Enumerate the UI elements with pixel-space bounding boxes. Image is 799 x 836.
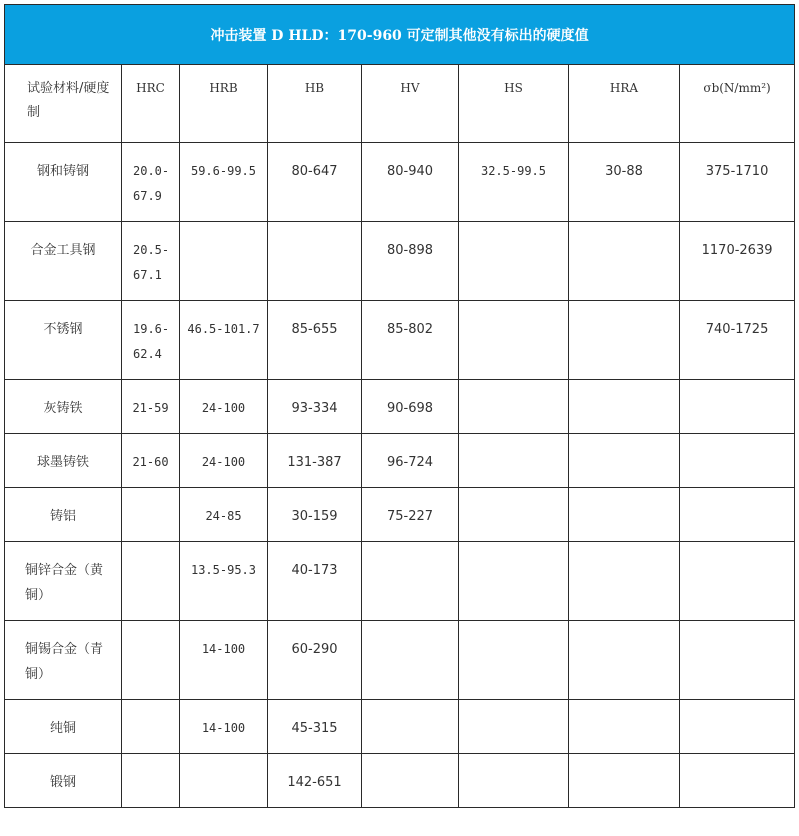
hb-cell: 30-159: [291, 509, 338, 524]
table-row: [5, 700, 795, 754]
table-row: [5, 754, 795, 808]
table-title: 冲击装置 D HLD：170-960 可定制其他没有标出的硬度值: [5, 5, 795, 65]
hb-cell: [268, 222, 361, 238]
hv-cell: 75-227: [386, 509, 434, 524]
hb-cell: 40-173: [291, 563, 338, 578]
hrb-cell: [180, 754, 267, 770]
material-cell: 钢和铸钢: [36, 164, 89, 179]
sigma-b-cell: [680, 542, 794, 558]
sigma-b-cell: [680, 621, 794, 637]
hb-cell: 142-651: [287, 775, 342, 790]
header-material: [5, 65, 122, 143]
hrb-cell: [180, 222, 267, 238]
material-cell: 铜锌合金（黄铜）: [25, 563, 104, 603]
hs-cell: [459, 380, 568, 396]
hardness-table-container: [4, 4, 795, 808]
hrc-cell: [122, 542, 179, 558]
header-hs-label: HS: [504, 81, 523, 95]
hra-cell: [569, 488, 679, 504]
hv-cell: [362, 700, 458, 716]
sigma-b-cell: 740-1725: [705, 322, 769, 337]
hra-cell: [569, 222, 679, 238]
hs-cell: [459, 700, 568, 716]
hb-cell: 60-290: [291, 642, 338, 657]
header-hra: [569, 65, 680, 143]
hv-cell: 96-724: [386, 455, 434, 470]
hrb-cell: 13.5-95.3: [190, 563, 257, 577]
hra-cell: [569, 301, 679, 317]
hra-cell: [569, 621, 679, 637]
table-row: [5, 301, 795, 380]
hb-cell: 80-647: [291, 164, 338, 179]
hrc-cell: 21-59: [132, 401, 169, 415]
hv-cell: [362, 754, 458, 770]
header-hv: [362, 65, 459, 143]
hra-cell: 30-88: [605, 164, 643, 179]
header-hrc: [122, 65, 180, 143]
hrc-cell: [122, 621, 179, 637]
hra-cell: [569, 380, 679, 396]
hv-cell: 90-698: [386, 401, 434, 416]
sigma-b-cell: [680, 380, 794, 396]
hv-cell: 80-940: [386, 164, 434, 179]
header-material-label: 试验材料/硬度制: [27, 81, 110, 120]
hardness-conversion-table: [4, 4, 795, 808]
header-hb: [268, 65, 362, 143]
header-hs: [459, 65, 569, 143]
material-cell: 铜锡合金（青铜）: [25, 642, 104, 682]
header-hrb: [180, 65, 268, 143]
material-cell: 锻钢: [49, 775, 76, 790]
header-hra-label: HRA: [609, 81, 639, 95]
hrb-cell: 14-100: [201, 642, 246, 656]
hra-cell: [569, 542, 679, 558]
table-row: [5, 143, 795, 222]
hs-cell: [459, 621, 568, 637]
hv-cell: 85-802: [386, 322, 434, 337]
hb-cell: 93-334: [291, 401, 338, 416]
material-cell: 合金工具钢: [30, 243, 96, 258]
header-hv-label: HV: [400, 81, 420, 95]
hs-cell: [459, 434, 568, 450]
sigma-b-cell: [680, 700, 794, 716]
header-sigma-b-label: σb(N/mm²): [703, 81, 771, 95]
sigma-b-cell: [680, 488, 794, 504]
material-cell: 灰铸铁: [43, 401, 83, 416]
hrc-cell: 20.0-67.9: [133, 164, 170, 203]
hrc-cell: [122, 754, 179, 770]
material-cell: 球墨铸铁: [36, 455, 89, 470]
hrc-cell: 19.6-62.4: [133, 322, 170, 361]
hrb-cell: 46.5-101.7: [187, 322, 260, 336]
hb-cell: 85-655: [291, 322, 338, 337]
header-hrc-label: HRC: [136, 81, 165, 95]
table-row: [5, 488, 795, 542]
hb-cell: 45-315: [291, 721, 338, 736]
hs-cell: [459, 542, 568, 558]
table-row: [5, 380, 795, 434]
material-cell: 铸铝: [49, 509, 76, 524]
hs-cell: [459, 488, 568, 504]
hv-cell: [362, 542, 458, 558]
hrc-cell: [122, 700, 179, 716]
hrb-cell: 24-100: [201, 401, 246, 415]
hrb-cell: 59.6-99.5: [190, 164, 257, 178]
table-row: [5, 222, 795, 301]
hrc-cell: [122, 488, 179, 504]
hra-cell: [569, 754, 679, 770]
header-hb-label: HB: [304, 81, 325, 95]
material-cell: 纯铜: [49, 721, 76, 736]
sigma-b-cell: 1170-2639: [701, 243, 773, 258]
hrb-cell: 24-100: [201, 455, 246, 469]
sigma-b-cell: [680, 754, 794, 770]
table-row: [5, 434, 795, 488]
hrb-cell: 24-85: [205, 509, 242, 523]
hb-cell: 131-387: [287, 455, 342, 470]
hs-cell: [459, 754, 568, 770]
table-row: [5, 542, 795, 621]
hs-cell: 32.5-99.5: [480, 164, 547, 178]
hrc-cell: 20.5-67.1: [133, 243, 170, 282]
sigma-b-cell: [680, 434, 794, 450]
hv-cell: [362, 621, 458, 637]
material-cell: 不锈钢: [43, 322, 83, 337]
hs-cell: [459, 301, 568, 317]
hs-cell: [459, 222, 568, 238]
hrb-cell: 14-100: [201, 721, 246, 735]
sigma-b-cell: 375-1710: [705, 164, 769, 179]
hrc-cell: 21-60: [132, 455, 169, 469]
header-sigma-b: [680, 65, 795, 143]
header-row: [5, 65, 795, 143]
hra-cell: [569, 700, 679, 716]
hv-cell: 80-898: [386, 243, 434, 258]
header-hrb-label: HRB: [209, 81, 238, 95]
hra-cell: [569, 434, 679, 450]
table-row: [5, 621, 795, 700]
